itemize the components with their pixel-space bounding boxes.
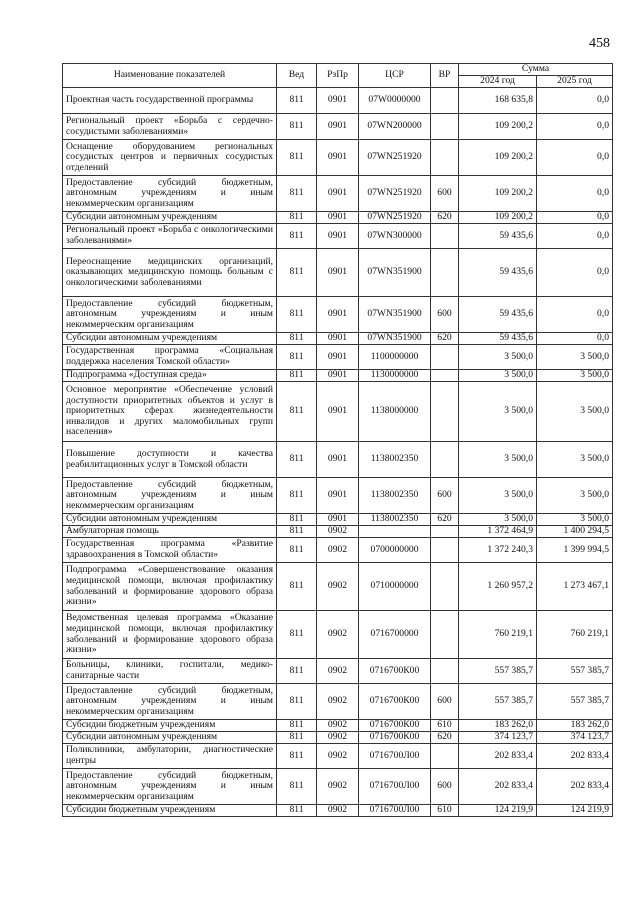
row-csr: 1138002350 [359, 514, 431, 526]
row-vr: 620 [431, 333, 459, 345]
table-row [63, 538, 613, 563]
row-sum-2024: 1 372 240,3 [459, 538, 537, 563]
table-row [63, 514, 613, 526]
row-sum-2025: 0,0 [537, 176, 613, 212]
row-vr [431, 140, 459, 176]
row-csr: 0716700Л00 [359, 744, 431, 769]
row-name: Основное мероприятие «Обеспечение условий доступности приоритетных объектов и услуг в приоритетных сферах жизнедеятельности инвалидов и других маломобильных групп населения» [63, 382, 277, 442]
row-rzpr: 0901 [317, 382, 359, 442]
row-name: Субсидии автономным учреждениям [63, 514, 277, 526]
row-vr [431, 744, 459, 769]
row-sum-2024: 3 500,0 [459, 442, 537, 478]
row-vr [431, 249, 459, 297]
table-row [63, 370, 613, 382]
header-name: Наименование показателей [63, 64, 277, 88]
row-sum-2025: 557 385,7 [537, 684, 613, 720]
row-name: Региональный проект «Борьба с сердечно-сосудистыми заболеваниями» [63, 114, 277, 140]
table-row [63, 88, 613, 114]
row-ved: 811 [277, 345, 317, 370]
row-sum-2024: 59 435,6 [459, 249, 537, 297]
row-name: Переоснащение медицинских организаций, оказывающих медицинскую помощь больным с онкологическими заболеваниями [63, 249, 277, 297]
row-vr: 610 [431, 720, 459, 732]
row-name: Государственная программа «Развитие здравоохранения в Томской области» [63, 538, 277, 563]
table-row [63, 382, 613, 442]
row-sum-2025: 3 500,0 [537, 514, 613, 526]
row-ved: 811 [277, 514, 317, 526]
row-rzpr: 0901 [317, 212, 359, 224]
row-vr [431, 224, 459, 249]
row-sum-2024: 59 435,6 [459, 224, 537, 249]
table-row [63, 732, 613, 744]
row-sum-2025: 0,0 [537, 212, 613, 224]
row-vr [431, 526, 459, 538]
table-row [63, 442, 613, 478]
row-rzpr: 0902 [317, 538, 359, 563]
row-csr: 1100000000 [359, 345, 431, 370]
row-rzpr: 0901 [317, 345, 359, 370]
budget-table [62, 63, 613, 817]
table-row [63, 297, 613, 333]
row-vr [431, 382, 459, 442]
row-csr: 0716700К00 [359, 732, 431, 744]
row-sum-2025: 374 123,7 [537, 732, 613, 744]
row-sum-2025: 0,0 [537, 140, 613, 176]
row-name: Оснащение оборудованием региональных сосудистых центров и первичных сосудистых отделений [63, 140, 277, 176]
row-rzpr: 0901 [317, 297, 359, 333]
row-ved: 811 [277, 176, 317, 212]
row-rzpr: 0901 [317, 176, 359, 212]
row-ved: 811 [277, 249, 317, 297]
row-vr: 600 [431, 297, 459, 333]
row-csr: 07WN300000 [359, 224, 431, 249]
row-sum-2025: 202 833,4 [537, 744, 613, 769]
row-ved: 811 [277, 88, 317, 114]
row-vr: 600 [431, 684, 459, 720]
row-ved: 811 [277, 140, 317, 176]
row-sum-2024: 183 262,0 [459, 720, 537, 732]
row-vr [431, 538, 459, 563]
row-sum-2024: 3 500,0 [459, 478, 537, 514]
row-ved: 811 [277, 382, 317, 442]
row-sum-2024: 202 833,4 [459, 769, 537, 805]
row-sum-2025: 0,0 [537, 333, 613, 345]
row-ved: 811 [277, 611, 317, 659]
header-vr: ВР [431, 64, 459, 88]
row-name: Проектная часть государственной программы [63, 88, 277, 114]
row-ved: 811 [277, 659, 317, 684]
row-name: Субсидии автономным учреждениям [63, 732, 277, 744]
row-sum-2025: 183 262,0 [537, 720, 613, 732]
table-row [63, 224, 613, 249]
row-ved: 811 [277, 563, 317, 611]
row-sum-2025: 124 219,9 [537, 805, 613, 817]
row-csr: 07W0000000 [359, 88, 431, 114]
row-csr: 0716700Л00 [359, 769, 431, 805]
row-sum-2024: 760 219,1 [459, 611, 537, 659]
row-ved: 811 [277, 684, 317, 720]
table-row [63, 744, 613, 769]
table-row [63, 249, 613, 297]
row-sum-2024: 557 385,7 [459, 659, 537, 684]
page-number: 458 [589, 36, 610, 51]
row-sum-2025: 3 500,0 [537, 370, 613, 382]
row-csr: 07WN200000 [359, 114, 431, 140]
row-name: Подпрограмма «Совершенствование оказания медицинской помощи, включая профилактику заболеваний и формирование здорового образа жизни» [63, 563, 277, 611]
row-ved: 811 [277, 720, 317, 732]
header-rzpr: РзПр [317, 64, 359, 88]
row-vr [431, 88, 459, 114]
row-vr [431, 563, 459, 611]
header-ved: Вед [277, 64, 317, 88]
row-sum-2025: 1 399 994,5 [537, 538, 613, 563]
row-ved: 811 [277, 744, 317, 769]
row-name: Региональный проект «Борьба с онкологическими заболеваниями» [63, 224, 277, 249]
row-csr: 07WN251920 [359, 212, 431, 224]
row-name: Поликлиники, амбулатории, диагностические центры [63, 744, 277, 769]
header-year-2025: 2025 год [537, 76, 613, 88]
row-sum-2025: 0,0 [537, 114, 613, 140]
row-sum-2025: 0,0 [537, 224, 613, 249]
row-rzpr: 0901 [317, 514, 359, 526]
row-vr: 620 [431, 212, 459, 224]
table-row [63, 611, 613, 659]
table-row [63, 526, 613, 538]
row-vr [431, 370, 459, 382]
table-row [63, 720, 613, 732]
row-rzpr: 0902 [317, 684, 359, 720]
row-vr [431, 659, 459, 684]
table-row [63, 563, 613, 611]
row-sum-2025: 202 833,4 [537, 769, 613, 805]
row-rzpr: 0901 [317, 333, 359, 345]
header-sum: Сумма [459, 64, 613, 76]
table-row [63, 114, 613, 140]
row-name: Подпрограмма «Доступная среда» [63, 370, 277, 382]
row-sum-2024: 557 385,7 [459, 684, 537, 720]
row-rzpr: 0901 [317, 114, 359, 140]
row-sum-2024: 1 372 464,9 [459, 526, 537, 538]
row-csr: 0716700Л00 [359, 805, 431, 817]
row-ved: 811 [277, 526, 317, 538]
row-csr: 07WN251920 [359, 140, 431, 176]
row-sum-2024: 109 200,2 [459, 212, 537, 224]
row-sum-2025: 760 219,1 [537, 611, 613, 659]
row-ved: 811 [277, 370, 317, 382]
row-csr: 07WN251920 [359, 176, 431, 212]
row-csr: 0716700К00 [359, 720, 431, 732]
row-vr: 600 [431, 176, 459, 212]
row-sum-2025: 0,0 [537, 88, 613, 114]
row-vr: 600 [431, 478, 459, 514]
row-name: Больницы, клиники, госпитали, медико-санитарные части [63, 659, 277, 684]
row-sum-2024: 168 635,8 [459, 88, 537, 114]
table-row [63, 478, 613, 514]
row-csr: 0716700К00 [359, 684, 431, 720]
row-rzpr: 0902 [317, 769, 359, 805]
row-ved: 811 [277, 769, 317, 805]
row-sum-2024: 3 500,0 [459, 370, 537, 382]
table-body [63, 88, 613, 817]
header-csr: ЦСР [359, 64, 431, 88]
row-sum-2025: 0,0 [537, 297, 613, 333]
row-name: Ведомственная целевая программа «Оказание медицинской помощи, включая профилактику заболеваний и формирование здорового образа жизни» [63, 611, 277, 659]
row-sum-2024: 3 500,0 [459, 382, 537, 442]
row-name: Предоставление субсидий бюджетным, автономным учреждениям и иным некоммерческим организациям [63, 297, 277, 333]
row-vr: 620 [431, 732, 459, 744]
table-row [63, 805, 613, 817]
row-sum-2024: 1 260 957,2 [459, 563, 537, 611]
table-row [63, 333, 613, 345]
row-sum-2024: 59 435,6 [459, 333, 537, 345]
row-csr: 07WN351900 [359, 249, 431, 297]
row-rzpr: 0901 [317, 140, 359, 176]
table-row [63, 212, 613, 224]
row-csr: 1138000000 [359, 382, 431, 442]
row-name: Предоставление субсидий бюджетным, автономным учреждениям и иным некоммерческим организациям [63, 478, 277, 514]
row-rzpr: 0902 [317, 611, 359, 659]
row-ved: 811 [277, 442, 317, 478]
row-name: Повышение доступности и качества реабилитационных услуг в Томской области [63, 442, 277, 478]
row-sum-2025: 3 500,0 [537, 478, 613, 514]
row-name: Предоставление субсидий бюджетным, автономным учреждениям и иным некоммерческим организациям [63, 684, 277, 720]
row-sum-2025: 3 500,0 [537, 442, 613, 478]
row-ved: 811 [277, 224, 317, 249]
row-sum-2025: 0,0 [537, 249, 613, 297]
table-row [63, 345, 613, 370]
row-rzpr: 0901 [317, 370, 359, 382]
row-name: Субсидии автономным учреждениям [63, 333, 277, 345]
row-name: Субсидии бюджетным учреждениям [63, 720, 277, 732]
row-rzpr: 0901 [317, 478, 359, 514]
row-vr: 610 [431, 805, 459, 817]
row-sum-2024: 109 200,2 [459, 114, 537, 140]
row-rzpr: 0902 [317, 563, 359, 611]
row-name: Субсидии автономным учреждениям [63, 212, 277, 224]
row-rzpr: 0902 [317, 526, 359, 538]
row-sum-2025: 1 400 294,5 [537, 526, 613, 538]
row-sum-2024: 202 833,4 [459, 744, 537, 769]
row-csr: 1138002350 [359, 478, 431, 514]
row-sum-2024: 109 200,2 [459, 140, 537, 176]
header-year-2024: 2024 год [459, 76, 537, 88]
table-row [63, 140, 613, 176]
row-rzpr: 0901 [317, 249, 359, 297]
row-vr [431, 611, 459, 659]
row-csr: 0700000000 [359, 538, 431, 563]
row-vr [431, 442, 459, 478]
row-ved: 811 [277, 212, 317, 224]
row-vr: 600 [431, 769, 459, 805]
row-sum-2024: 3 500,0 [459, 514, 537, 526]
row-csr: 07WN351900 [359, 297, 431, 333]
table-row [63, 684, 613, 720]
row-rzpr: 0902 [317, 805, 359, 817]
row-sum-2025: 557 385,7 [537, 659, 613, 684]
row-name: Государственная программа «Социальная поддержка населения Томской области» [63, 345, 277, 370]
table-row [63, 176, 613, 212]
row-rzpr: 0901 [317, 224, 359, 249]
row-sum-2025: 1 273 467,1 [537, 563, 613, 611]
row-ved: 811 [277, 297, 317, 333]
row-rzpr: 0902 [317, 659, 359, 684]
row-csr: 0716700К00 [359, 659, 431, 684]
row-csr: 1138002350 [359, 442, 431, 478]
row-sum-2025: 3 500,0 [537, 345, 613, 370]
row-csr: 1130000000 [359, 370, 431, 382]
row-ved: 811 [277, 732, 317, 744]
table-row [63, 769, 613, 805]
row-sum-2024: 59 435,6 [459, 297, 537, 333]
row-ved: 811 [277, 538, 317, 563]
row-csr [359, 526, 431, 538]
row-csr: 07WN351900 [359, 333, 431, 345]
row-sum-2025: 3 500,0 [537, 382, 613, 442]
row-name: Субсидии бюджетным учреждениям [63, 805, 277, 817]
row-name: Предоставление субсидий бюджетным, автономным учреждениям и иным некоммерческим организациям [63, 176, 277, 212]
row-csr: 0716700000 [359, 611, 431, 659]
row-sum-2024: 109 200,2 [459, 176, 537, 212]
row-ved: 811 [277, 333, 317, 345]
row-csr: 0710000000 [359, 563, 431, 611]
row-rzpr: 0902 [317, 720, 359, 732]
row-vr [431, 345, 459, 370]
table-row [63, 659, 613, 684]
row-vr: 620 [431, 514, 459, 526]
row-ved: 811 [277, 478, 317, 514]
row-rzpr: 0902 [317, 732, 359, 744]
row-ved: 811 [277, 114, 317, 140]
row-sum-2024: 124 219,9 [459, 805, 537, 817]
row-sum-2024: 3 500,0 [459, 345, 537, 370]
row-sum-2024: 374 123,7 [459, 732, 537, 744]
row-rzpr: 0901 [317, 88, 359, 114]
row-rzpr: 0902 [317, 744, 359, 769]
row-name: Предоставление субсидий бюджетным, автономным учреждениям и иным некоммерческим организациям [63, 769, 277, 805]
row-name: Амбулаторная помощь [63, 526, 277, 538]
row-vr [431, 114, 459, 140]
row-ved: 811 [277, 805, 317, 817]
row-rzpr: 0901 [317, 442, 359, 478]
